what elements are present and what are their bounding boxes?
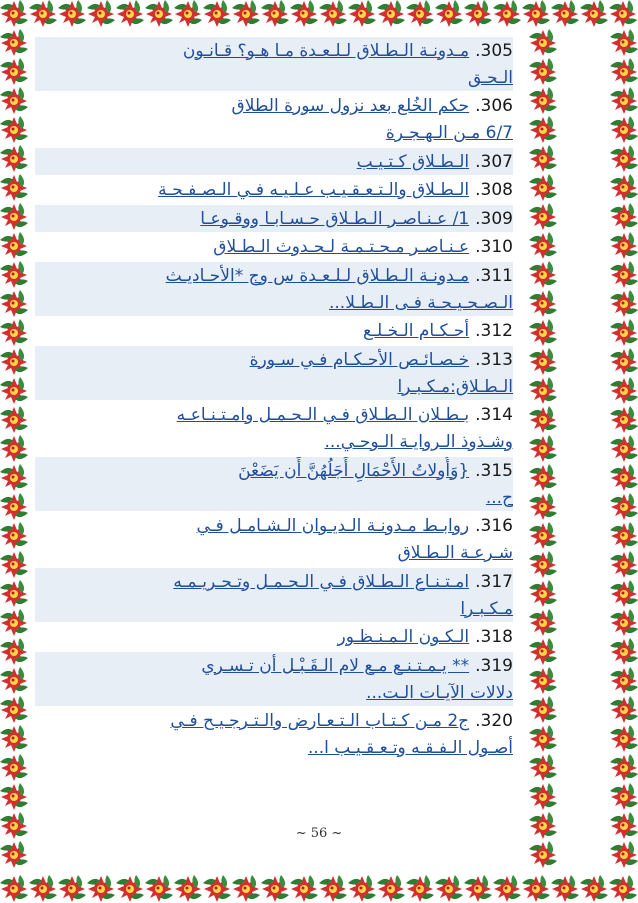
item-link-text[interactable]: دلالات الآيـات الـت... — [366, 682, 513, 703]
holly-flower-icon — [0, 638, 28, 665]
holly-flower-icon — [609, 875, 637, 902]
holly-flower-icon — [261, 0, 289, 27]
item-link-text[interactable]: 6/7 مـن الـهـجـرة — [385, 123, 513, 143]
holly-flower-icon — [0, 290, 28, 317]
item-link-text[interactable]: روابـط مـدونـة الـديـوان الـشـامـل فـي — [196, 516, 470, 536]
holly-flower-icon — [610, 435, 638, 462]
holly-flower-icon — [0, 696, 28, 723]
item-number: 318. — [475, 627, 513, 647]
holly-flower-icon — [348, 875, 376, 902]
holly-flower-icon — [529, 406, 557, 433]
item-link-text[interactable]: ** يـمـتـنـع مـع لام الـقَـبْـل أن تـسـري — [201, 655, 470, 676]
holly-flower-icon — [0, 493, 28, 520]
item-link-text[interactable]: الـحـق — [467, 67, 513, 88]
holly-flower-icon — [0, 754, 28, 781]
toc-item[interactable] — [35, 205, 513, 232]
holly-flower-icon — [145, 0, 173, 27]
item-link-text[interactable]: الـطـلاق:مـكـبـرا — [397, 376, 513, 397]
holly-flower-icon — [529, 377, 557, 404]
holly-flower-icon — [529, 609, 557, 636]
holly-flower-icon — [116, 875, 144, 902]
holly-flower-icon — [145, 875, 173, 902]
item-number: 312. — [475, 321, 513, 341]
holly-flower-icon — [0, 261, 28, 288]
item-number: 319. — [475, 655, 513, 676]
holly-flower-icon — [0, 58, 28, 85]
holly-flower-icon — [610, 145, 638, 172]
toc-item-line — [35, 37, 513, 64]
item-number: 320. — [475, 711, 513, 731]
toc-item-line — [35, 513, 513, 540]
holly-flower-icon — [0, 145, 28, 172]
toc-item[interactable] — [35, 262, 513, 316]
holly-flower-icon — [377, 0, 405, 27]
holly-flower-icon — [529, 87, 557, 114]
holly-flower-icon — [29, 0, 57, 27]
item-number: 309. — [475, 208, 513, 229]
toc-list — [35, 37, 513, 813]
toc-item-line — [35, 402, 513, 429]
toc-item[interactable] — [35, 402, 513, 456]
holly-flower-icon — [610, 522, 638, 549]
holly-flower-icon — [610, 116, 638, 143]
holly-flower-icon — [0, 377, 28, 404]
holly-flower-icon — [610, 638, 638, 665]
holly-flower-icon — [610, 841, 638, 868]
toc-item[interactable] — [35, 318, 513, 345]
holly-flower-icon — [529, 696, 557, 723]
item-number: 307. — [475, 151, 513, 172]
holly-flower-icon — [0, 609, 28, 636]
holly-flower-icon — [529, 145, 557, 172]
holly-flower-icon — [58, 875, 86, 902]
toc-item[interactable] — [35, 234, 513, 261]
item-link-text[interactable]: ح... — [485, 487, 513, 508]
item-link-text[interactable]: شـرعـة الـطـلاق — [397, 543, 513, 563]
holly-flower-icon — [610, 29, 638, 56]
holly-flower-icon — [529, 783, 557, 810]
holly-flower-icon — [610, 58, 638, 85]
holly-flower-icon — [0, 232, 28, 259]
item-link-text[interactable]: أحـكـام الـخـلـع — [362, 321, 470, 341]
holly-flower-icon — [174, 875, 202, 902]
item-link-text[interactable]: امـتـنـاع الـطـلاق فـي الـحـمـل وتـحـريـمـه — [173, 571, 470, 592]
holly-flower-icon — [377, 875, 405, 902]
holly-flower-icon — [464, 0, 492, 27]
toc-item[interactable] — [35, 93, 513, 147]
holly-flower-icon — [0, 841, 28, 868]
holly-flower-icon — [0, 319, 28, 346]
holly-flower-icon — [203, 875, 231, 902]
toc-item-line — [35, 457, 513, 484]
toc-item[interactable] — [35, 624, 513, 651]
item-link-text[interactable]: الـطـلاق والـتـعـقـيـب عـلـيـه فـي الـصـفـحـة — [158, 180, 470, 200]
toc-item-line — [35, 652, 513, 679]
holly-flower-icon — [529, 667, 557, 694]
item-link-text[interactable]: حكم الخُلع بعد نزول سورة الطلاق — [231, 96, 470, 116]
holly-flower-icon — [232, 875, 260, 902]
item-number: 313. — [475, 349, 513, 370]
toc-item-line — [35, 120, 513, 147]
page-number: ~ 56 ~ — [295, 826, 343, 841]
holly-flower-icon — [0, 348, 28, 375]
toc-item-line — [35, 93, 513, 120]
holly-flower-icon — [116, 0, 144, 27]
item-link-text[interactable]: ج2 مـن كـتـاب الـتـعـارض والـتـرجـيـح فـي — [170, 711, 470, 731]
holly-flower-icon — [0, 116, 28, 143]
holly-flower-icon — [551, 0, 579, 27]
holly-flower-icon — [529, 174, 557, 201]
holly-flower-icon — [610, 754, 638, 781]
holly-flower-icon — [522, 875, 550, 902]
holly-flower-icon — [203, 0, 231, 27]
holly-flower-icon — [529, 522, 557, 549]
toc-item-line — [35, 148, 513, 175]
holly-flower-icon — [435, 875, 463, 902]
toc-item[interactable] — [35, 568, 513, 622]
holly-flower-icon — [529, 580, 557, 607]
holly-flower-icon — [29, 875, 57, 902]
item-link-text[interactable]: الـطـلاق كـتـيـب — [356, 151, 470, 172]
toc-item-line — [35, 346, 513, 373]
toc-item-line — [35, 540, 513, 567]
item-link-text[interactable]: مـدونـة الـطـلاق لـلـعـدة مـا هـو؟ قـانـون — [182, 40, 470, 61]
holly-flower-icon — [87, 875, 115, 902]
toc-item[interactable] — [35, 346, 513, 400]
holly-flower-icon — [529, 29, 557, 56]
holly-flower-icon — [610, 580, 638, 607]
toc-item[interactable] — [35, 148, 513, 175]
toc-item[interactable] — [35, 513, 513, 567]
holly-flower-icon — [0, 725, 28, 752]
item-number: 305. — [475, 40, 513, 61]
holly-flower-icon — [529, 638, 557, 665]
item-link-text[interactable]: الـصـحـيـحـة فـى الـطـلا... — [329, 292, 513, 313]
holly-flower-icon — [58, 0, 86, 27]
toc-item[interactable] — [35, 37, 513, 91]
holly-flower-icon — [529, 319, 557, 346]
holly-flower-icon — [529, 841, 557, 868]
holly-flower-icon — [580, 875, 608, 902]
holly-flower-icon — [435, 0, 463, 27]
toc-item-line — [35, 484, 513, 511]
holly-flower-icon — [529, 725, 557, 752]
holly-flower-icon — [0, 667, 28, 694]
toc-item-line — [35, 429, 513, 456]
holly-flower-icon — [493, 875, 521, 902]
toc-item[interactable] — [35, 708, 513, 762]
holly-flower-icon — [529, 464, 557, 491]
holly-flower-icon — [406, 0, 434, 27]
item-link-text[interactable]: {وَأُولاتُ الأَحْمَالِ أَجَلُهُنَّ أَن يَضَعْنَ — [238, 460, 470, 481]
holly-flower-icon — [529, 116, 557, 143]
toc-item-line — [35, 679, 513, 706]
holly-flower-icon — [610, 348, 638, 375]
item-number: 315. — [475, 460, 513, 481]
holly-flower-icon — [609, 0, 637, 27]
toc-item[interactable] — [35, 457, 513, 511]
item-link-text[interactable]: خـصـائـص الأحـكـام فـي سـورة — [249, 349, 470, 370]
holly-flower-icon — [522, 0, 550, 27]
holly-flower-icon — [610, 464, 638, 491]
item-link-text[interactable]: مـدونـة الـطـلاق لـلـعـدة س وج *الأحـاديـث — [165, 265, 470, 286]
holly-flower-icon — [0, 522, 28, 549]
holly-flower-icon — [261, 875, 289, 902]
holly-flower-icon — [348, 0, 376, 27]
holly-flower-icon — [610, 696, 638, 723]
toc-item-line — [35, 708, 513, 735]
holly-flower-icon — [610, 783, 638, 810]
item-number: 316. — [475, 516, 513, 536]
item-number: 306. — [475, 96, 513, 116]
holly-flower-icon — [319, 0, 347, 27]
holly-flower-icon — [610, 725, 638, 752]
holly-flower-icon — [0, 406, 28, 433]
holly-flower-icon — [529, 754, 557, 781]
holly-flower-icon — [0, 875, 28, 902]
holly-flower-icon — [290, 0, 318, 27]
holly-flower-icon — [529, 348, 557, 375]
toc-item-line — [35, 205, 513, 232]
item-link-text[interactable]: مـكـبـرا — [460, 598, 513, 619]
toc-item-line — [35, 318, 513, 345]
holly-flower-icon — [610, 174, 638, 201]
holly-flower-icon — [610, 87, 638, 114]
holly-flower-icon — [529, 203, 557, 230]
item-link-text[interactable]: 1/ عـنـاصـر الـطـلاق حـسـابـا ووقـوعـا — [200, 208, 470, 229]
item-link-text[interactable]: بـطـلان الـطـلاق فـي الـحـمـل وامـتـنـاعـه — [176, 405, 470, 425]
toc-item[interactable] — [35, 652, 513, 706]
holly-flower-icon — [0, 464, 28, 491]
item-link-text[interactable]: وشـذوذ الـروايـة الـوحـي... — [324, 432, 513, 452]
item-link-text[interactable]: أصـول الـفـقـه وتـعـقـيـب ا... — [307, 738, 513, 758]
toc-item-line — [35, 177, 513, 204]
holly-flower-icon — [529, 551, 557, 578]
holly-flower-icon — [551, 875, 579, 902]
item-number: 308. — [475, 180, 513, 200]
toc-item[interactable] — [35, 177, 513, 204]
toc-item-line — [35, 234, 513, 261]
holly-flower-icon — [610, 493, 638, 520]
holly-flower-icon — [87, 0, 115, 27]
item-number: 311. — [475, 265, 513, 286]
toc-item-line — [35, 64, 513, 91]
item-number: 314. — [475, 405, 513, 425]
holly-flower-icon — [580, 0, 608, 27]
toc-item-line — [35, 289, 513, 316]
item-link-text[interactable]: عـنـاصـر مـحـتـمـة لـحـدوث الـطـلاق — [213, 237, 470, 257]
holly-flower-icon — [610, 406, 638, 433]
holly-flower-icon — [610, 551, 638, 578]
holly-flower-icon — [319, 875, 347, 902]
holly-flower-icon — [406, 875, 434, 902]
holly-flower-icon — [0, 435, 28, 462]
holly-flower-icon — [610, 203, 638, 230]
holly-flower-icon — [529, 261, 557, 288]
holly-flower-icon — [0, 0, 28, 27]
holly-flower-icon — [610, 319, 638, 346]
holly-flower-icon — [0, 87, 28, 114]
holly-flower-icon — [529, 290, 557, 317]
holly-flower-icon — [610, 377, 638, 404]
holly-flower-icon — [529, 493, 557, 520]
holly-flower-icon — [529, 435, 557, 462]
holly-flower-icon — [610, 290, 638, 317]
item-link-text[interactable]: الـكـون الـمـنـظـور — [337, 627, 470, 647]
toc-item-line — [35, 595, 513, 622]
holly-flower-icon — [610, 609, 638, 636]
holly-flower-icon — [0, 174, 28, 201]
holly-flower-icon — [493, 0, 521, 27]
toc-item-line — [35, 373, 513, 400]
toc-item-line — [35, 735, 513, 762]
toc-item-line — [35, 624, 513, 651]
holly-flower-icon — [174, 0, 202, 27]
holly-flower-icon — [232, 0, 260, 27]
holly-flower-icon — [529, 232, 557, 259]
holly-flower-icon — [0, 29, 28, 56]
item-number: 317. — [475, 571, 513, 592]
holly-flower-icon — [610, 232, 638, 259]
holly-flower-icon — [610, 261, 638, 288]
holly-flower-icon — [0, 783, 28, 810]
holly-flower-icon — [0, 203, 28, 230]
holly-flower-icon — [464, 875, 492, 902]
toc-item-line — [35, 568, 513, 595]
holly-flower-icon — [0, 580, 28, 607]
item-number: 310. — [475, 237, 513, 257]
holly-flower-icon — [290, 875, 318, 902]
holly-flower-icon — [529, 58, 557, 85]
holly-flower-icon — [610, 667, 638, 694]
toc-item-line — [35, 262, 513, 289]
holly-flower-icon — [0, 551, 28, 578]
